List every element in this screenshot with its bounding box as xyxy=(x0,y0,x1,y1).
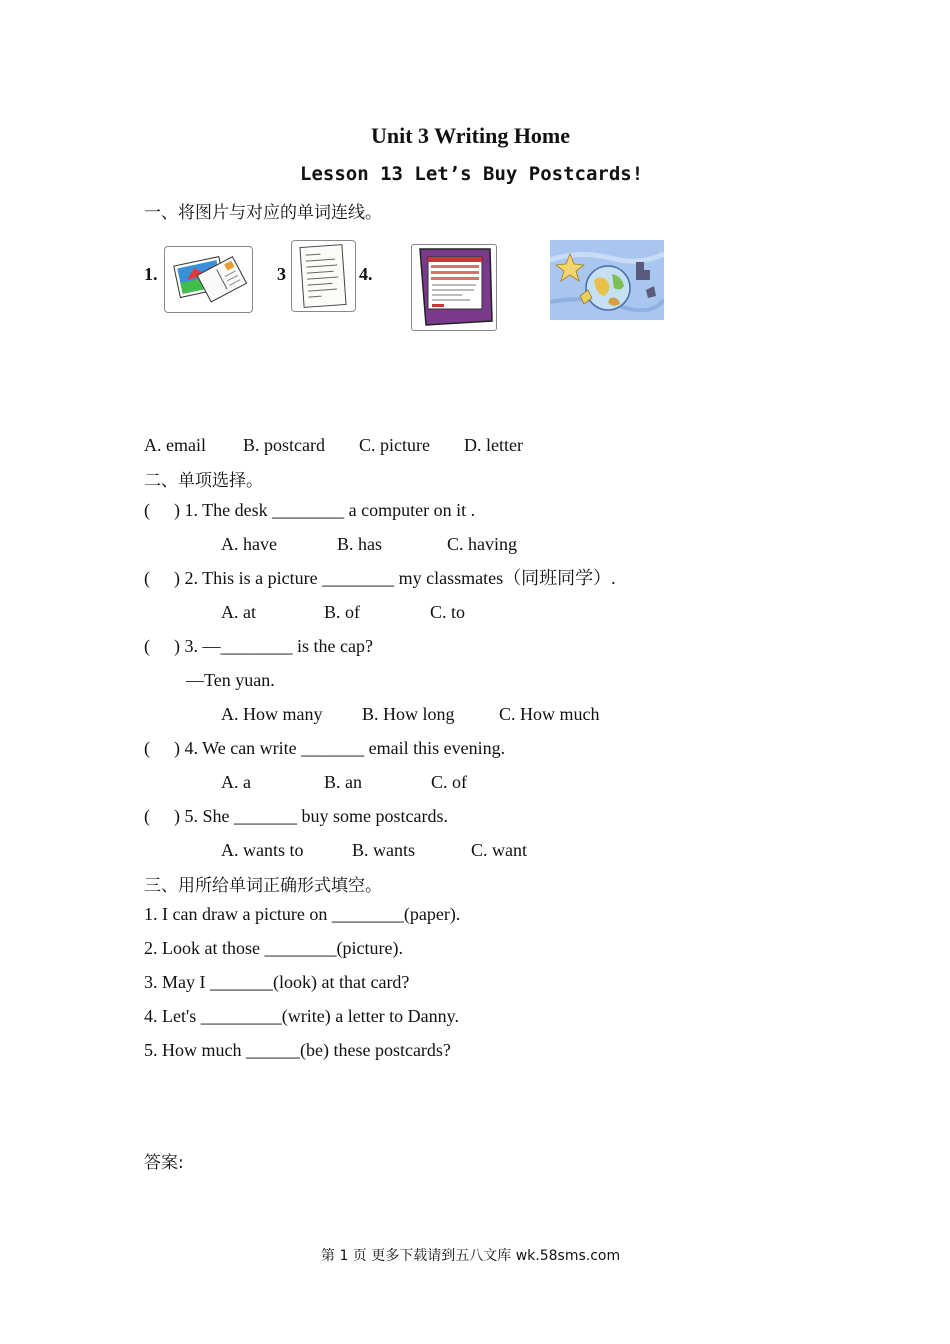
section3-heading: 三、用所给单词正确形式填空。 xyxy=(144,876,382,896)
q1-option-b: B. has xyxy=(337,534,382,554)
answer-paren: ( xyxy=(144,738,150,758)
q5-option-a: A. wants to xyxy=(221,840,304,860)
question-3: ) 3. —________ is the cap? xyxy=(174,636,373,656)
postcard-icon xyxy=(165,247,252,312)
letter-picture xyxy=(291,240,356,312)
q5-option-b: B. wants xyxy=(352,840,415,860)
section2-heading: 二、单项选择。 xyxy=(144,471,263,491)
fill-item-4: 4. Let's _________(write) a letter to Danny. xyxy=(144,1006,459,1026)
section1-heading: 一、将图片与对应的单词连线。 xyxy=(144,203,382,223)
word-option-d: D. letter xyxy=(464,435,523,455)
answer-label: 答案: xyxy=(144,1153,184,1173)
letter-icon xyxy=(292,241,355,311)
fill-item-2: 2. Look at those ________(picture). xyxy=(144,938,403,958)
word-option-a: A. email xyxy=(144,435,206,455)
q1-option-a: A. have xyxy=(221,534,277,554)
answer-paren: ( xyxy=(144,636,150,656)
fill-item-3: 3. May I _______(look) at that card? xyxy=(144,972,410,992)
question-4: ) 4. We can write _______ email this evening. xyxy=(174,738,506,758)
postcard-picture xyxy=(164,246,253,313)
page-footer: 第 1 页 更多下载请到五八文库 wk.58sms.com xyxy=(321,1248,621,1264)
world-drawing-icon xyxy=(550,240,664,320)
q2-option-a: A. at xyxy=(221,602,256,622)
answer-paren: ( xyxy=(144,568,150,588)
picture-label-4: 4. xyxy=(359,264,373,284)
answer-paren: ( xyxy=(144,806,150,826)
word-option-b: B. postcard xyxy=(243,435,325,455)
question-1: ) 1. The desk ________ a computer on it . xyxy=(174,500,476,520)
question-3-reply: —Ten yuan. xyxy=(186,670,275,690)
q4-option-b: B. an xyxy=(324,772,362,792)
email-picture xyxy=(411,244,497,331)
q4-option-a: A. a xyxy=(221,772,251,792)
q3-option-a: A. How many xyxy=(221,704,323,724)
picture-label-1: 1. xyxy=(144,264,158,284)
q2-option-c: C. to xyxy=(430,602,466,622)
word-option-c: C. picture xyxy=(359,435,430,455)
question-2: ) 2. This is a picture ________ my classmates（同班同学）. xyxy=(174,568,616,588)
fill-item-5: 5. How much ______(be) these postcards? xyxy=(144,1040,451,1060)
fill-item-1: 1. I can draw a picture on ________(paper). xyxy=(144,904,461,924)
q1-option-c: C. having xyxy=(447,534,517,554)
q3-option-c: C. How much xyxy=(499,704,600,724)
computer-screen-icon xyxy=(412,245,496,330)
q2-option-b: B. of xyxy=(324,602,360,622)
picture-label-3: 3 xyxy=(277,264,286,284)
lesson-title: Lesson 13 Let’s Buy Postcards! xyxy=(300,163,644,185)
q4-option-c: C. of xyxy=(431,772,467,792)
question-5: ) 5. She _______ buy some postcards. xyxy=(174,806,448,826)
q3-option-b: B. How long xyxy=(362,704,455,724)
q5-option-c: C. want xyxy=(471,840,527,860)
answer-paren: ( xyxy=(144,500,150,520)
unit-title: Unit 3 Writing Home xyxy=(371,123,571,148)
drawing-picture xyxy=(550,240,664,320)
